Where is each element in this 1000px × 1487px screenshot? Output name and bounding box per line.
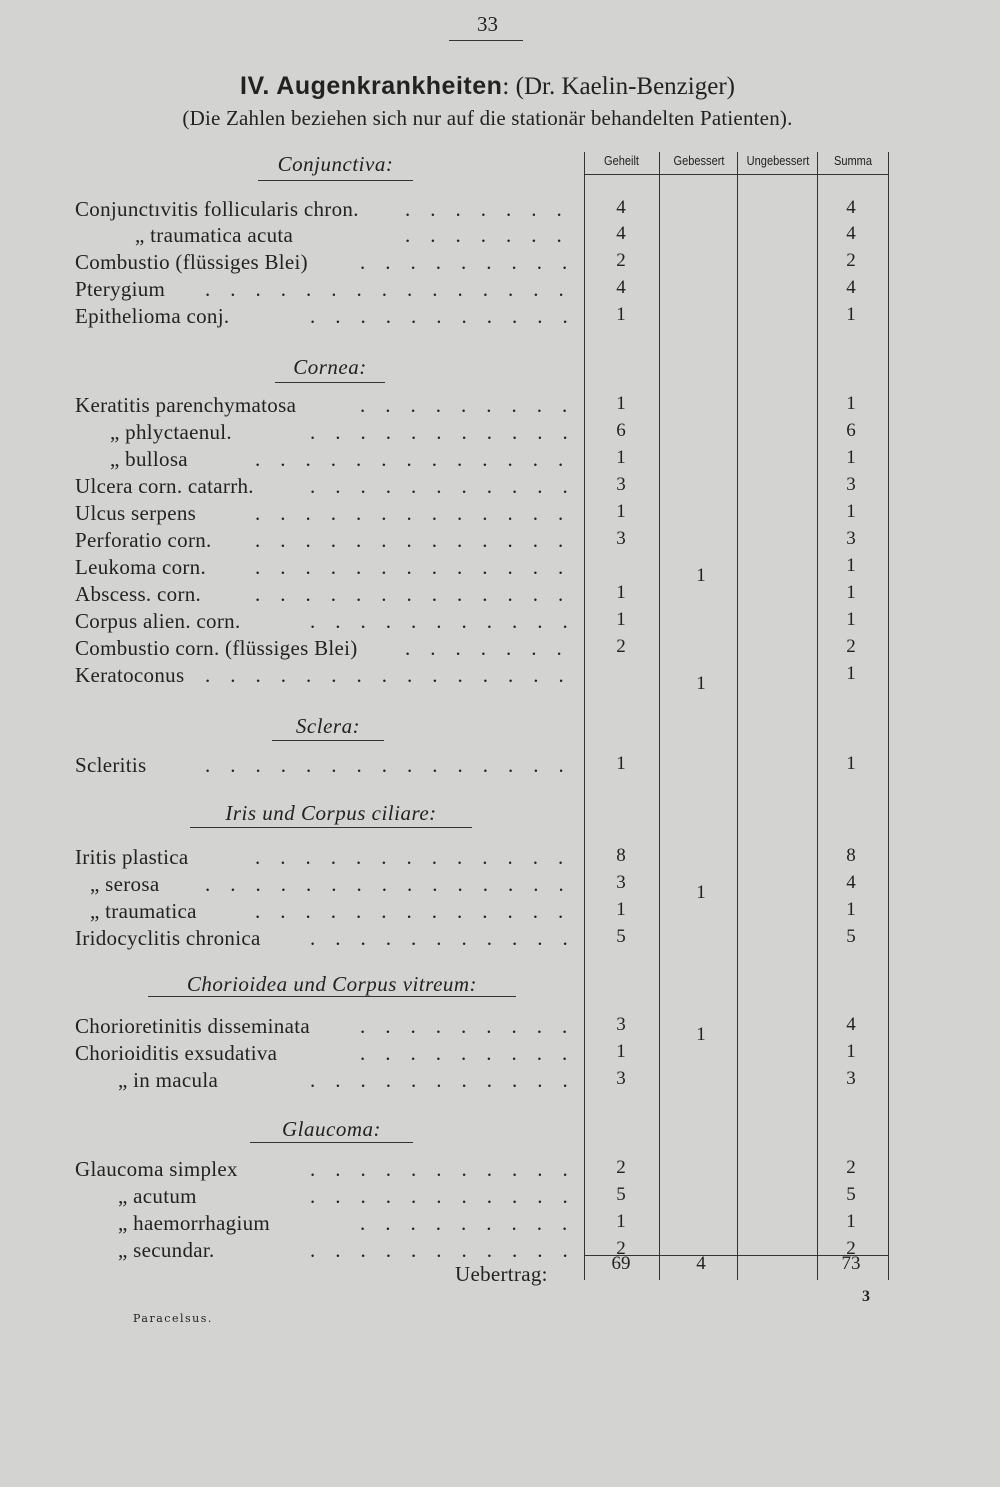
cell-summa: 1 (846, 555, 856, 576)
col-header-geheilt: Geheilt (603, 153, 640, 168)
section-iris: Iris und Corpus ciliare: (225, 801, 437, 825)
cell-geheilt: 4 (616, 277, 626, 298)
col-line-2 (737, 152, 738, 1280)
leader-dots: ........... (310, 926, 588, 950)
leader-dots: ........... (310, 1238, 588, 1262)
section-underline (190, 827, 472, 828)
leader-dots: ............... (205, 872, 584, 896)
cell-geheilt: 1 (616, 1211, 626, 1232)
leader-dots: ............. (255, 528, 584, 552)
row-label: Leukoma corn. (75, 555, 207, 579)
col-header-ungebessert: Ungebessert (746, 153, 810, 168)
cell-geheilt: 1 (616, 609, 626, 630)
cell-summa: 8 (846, 845, 856, 866)
cell-gebessert: 1 (696, 565, 706, 586)
cell-summa: 1 (846, 1041, 856, 1062)
row-label: Pterygium (75, 277, 166, 301)
row-label: Abscess. corn. (75, 582, 202, 606)
cell-geheilt: 1 (616, 753, 626, 774)
cell-summa: 2 (846, 250, 856, 271)
row-label: „ acutum (118, 1184, 197, 1208)
footer-publisher: Paracelsus. (133, 1312, 213, 1325)
row-label: Conjunctıvitis follicularis chron. (75, 197, 359, 221)
leader-dots: ........... (310, 304, 588, 328)
cell-geheilt: 5 (616, 1184, 626, 1205)
row-label: Glaucoma simplex (75, 1157, 238, 1181)
cell-geheilt: 1 (616, 447, 626, 468)
signature-mark: 3 (862, 1288, 870, 1305)
cell-geheilt: 2 (616, 1157, 626, 1178)
cell-summa: 3 (846, 528, 856, 549)
col-header-gebessert: Gebessert (673, 153, 725, 168)
leader-dots: ........... (310, 474, 588, 498)
section-underline (148, 996, 516, 997)
section-underline (250, 1142, 413, 1143)
cell-geheilt: 1 (616, 582, 626, 603)
total-summa: 73 (841, 1253, 861, 1274)
leader-dots: ......... (360, 250, 588, 274)
leader-dots: ............... (205, 277, 584, 301)
cell-summa: 1 (846, 304, 856, 325)
title-rest: : (Dr. Kaelin-Benziger) (502, 73, 735, 100)
row-label: Combustio (flüssiges Blei) (75, 250, 308, 274)
page-number-rule (449, 40, 523, 41)
row-label: „ traumatica (90, 899, 197, 923)
cell-summa: 2 (846, 1238, 856, 1259)
section-underline (272, 740, 384, 741)
leader-dots: ............. (255, 899, 584, 923)
cell-summa: 2 (846, 1157, 856, 1178)
cell-geheilt: 4 (616, 223, 626, 244)
cell-summa: 6 (846, 420, 856, 441)
section-chorioidea: Chorioidea und Corpus vitreum: (186, 972, 478, 996)
row-label: „ phlyctaenul. (110, 420, 232, 444)
cell-summa: 4 (846, 197, 856, 218)
header-rule (584, 174, 888, 175)
row-label: „ serosa (90, 872, 160, 896)
row-label: Ulcus serpens (75, 501, 197, 525)
cell-geheilt: 3 (616, 528, 626, 549)
row-label: Scleritis (75, 753, 147, 777)
row-label: Epithelioma conj. (75, 304, 230, 328)
leader-dots: ......... (360, 1014, 588, 1038)
row-label: Combustio corn. (flüssiges Blei) (75, 636, 358, 660)
leader-dots: ........... (310, 1184, 588, 1208)
cell-geheilt: 1 (616, 899, 626, 920)
cell-gebessert: 1 (696, 673, 706, 694)
row-label: Corpus alien. corn. (75, 609, 241, 633)
page-number: 33 (477, 12, 498, 36)
cell-geheilt: 4 (616, 197, 626, 218)
leader-dots: ....... (405, 197, 582, 221)
leader-dots: ........... (310, 1068, 588, 1092)
section-underline (275, 382, 385, 383)
row-label: Iritis plastica (75, 845, 189, 869)
cell-summa: 1 (846, 899, 856, 920)
cell-summa: 1 (846, 1211, 856, 1232)
cell-geheilt: 2 (616, 250, 626, 271)
page-title (0, 72, 975, 101)
cell-summa: 3 (846, 1068, 856, 1089)
leader-dots: ......... (360, 393, 588, 417)
cell-summa: 2 (846, 636, 856, 657)
cell-summa: 1 (846, 663, 856, 684)
cell-geheilt: 8 (616, 845, 626, 866)
col-header-summa: Summa (833, 153, 873, 168)
section-glaucoma: Glaucoma: (282, 1117, 381, 1141)
leader-dots: ............. (255, 555, 584, 579)
col-line-3 (817, 152, 818, 1280)
leader-dots: ........... (310, 609, 588, 633)
row-label: „ in macula (118, 1068, 219, 1092)
leader-dots: ............. (255, 845, 584, 869)
row-label: Iridocyclitis chronica (75, 926, 261, 950)
cell-gebessert: 1 (696, 882, 706, 903)
leader-dots: ............... (205, 753, 584, 777)
cell-geheilt: 3 (616, 1068, 626, 1089)
row-label: Keratitis parenchymatosa (75, 393, 297, 417)
cell-gebessert: 1 (696, 1024, 706, 1045)
leader-dots: ....... (405, 636, 582, 660)
section-sclera: Sclera: (295, 714, 361, 738)
cell-summa: 4 (846, 277, 856, 298)
row-label: „ bullosa (110, 447, 188, 471)
leader-dots: ............. (255, 447, 584, 471)
total-geheilt: 69 (611, 1253, 631, 1274)
cell-summa: 1 (846, 582, 856, 603)
cell-geheilt: 6 (616, 420, 626, 441)
cell-geheilt: 2 (616, 636, 626, 657)
row-label: „ secundar. (118, 1238, 215, 1262)
leader-dots: ........... (310, 1157, 588, 1181)
cell-geheilt: 1 (616, 393, 626, 414)
cell-geheilt: 3 (616, 474, 626, 495)
cell-summa: 1 (846, 753, 856, 774)
cell-summa: 5 (846, 926, 856, 947)
cell-geheilt: 3 (616, 872, 626, 893)
cell-summa: 4 (846, 223, 856, 244)
cell-geheilt: 5 (616, 926, 626, 947)
section-cornea: Cornea: (293, 355, 367, 379)
cell-geheilt: 3 (616, 1014, 626, 1035)
cell-summa: 5 (846, 1184, 856, 1205)
cell-geheilt: 1 (616, 501, 626, 522)
total-gebessert: 4 (696, 1253, 706, 1274)
cell-summa: 1 (846, 501, 856, 522)
cell-geheilt: 1 (616, 1041, 626, 1062)
leader-dots: ............... (205, 663, 584, 687)
row-label: „ traumatica acuta (135, 223, 294, 247)
leader-dots: ....... (405, 223, 582, 247)
leader-dots: ........... (310, 420, 588, 444)
section-conjunctiva: Conjunctiva: (277, 152, 394, 176)
cell-geheilt: 1 (616, 304, 626, 325)
leader-dots: ............. (255, 582, 584, 606)
cell-summa: 1 (846, 447, 856, 468)
row-label: Chorioretinitis disseminata (75, 1014, 310, 1038)
leader-dots: ......... (360, 1211, 588, 1235)
leader-dots: ......... (360, 1041, 588, 1065)
total-label: Uebertrag: (455, 1262, 548, 1286)
col-line-1 (659, 152, 660, 1280)
row-label: „ haemorrhagium (118, 1211, 271, 1235)
title-bold: IV. Augenkrankheiten (240, 72, 503, 100)
col-line-4 (888, 152, 889, 1280)
leader-dots: ............. (255, 501, 584, 525)
cell-geheilt: 2 (616, 1238, 626, 1259)
row-label: Chorioiditis exsudativa (75, 1041, 278, 1065)
row-label: Keratoconus (75, 663, 185, 687)
section-underline (258, 180, 413, 181)
row-label: Perforatio corn. (75, 528, 212, 552)
cell-summa: 4 (846, 1014, 856, 1035)
page-subtitle: (Die Zahlen beziehen sich nur auf die stationär behandelten Patienten). (182, 106, 793, 130)
cell-summa: 1 (846, 609, 856, 630)
cell-summa: 3 (846, 474, 856, 495)
row-label: Ulcera corn. catarrh. (75, 474, 254, 498)
cell-summa: 4 (846, 872, 856, 893)
cell-summa: 1 (846, 393, 856, 414)
